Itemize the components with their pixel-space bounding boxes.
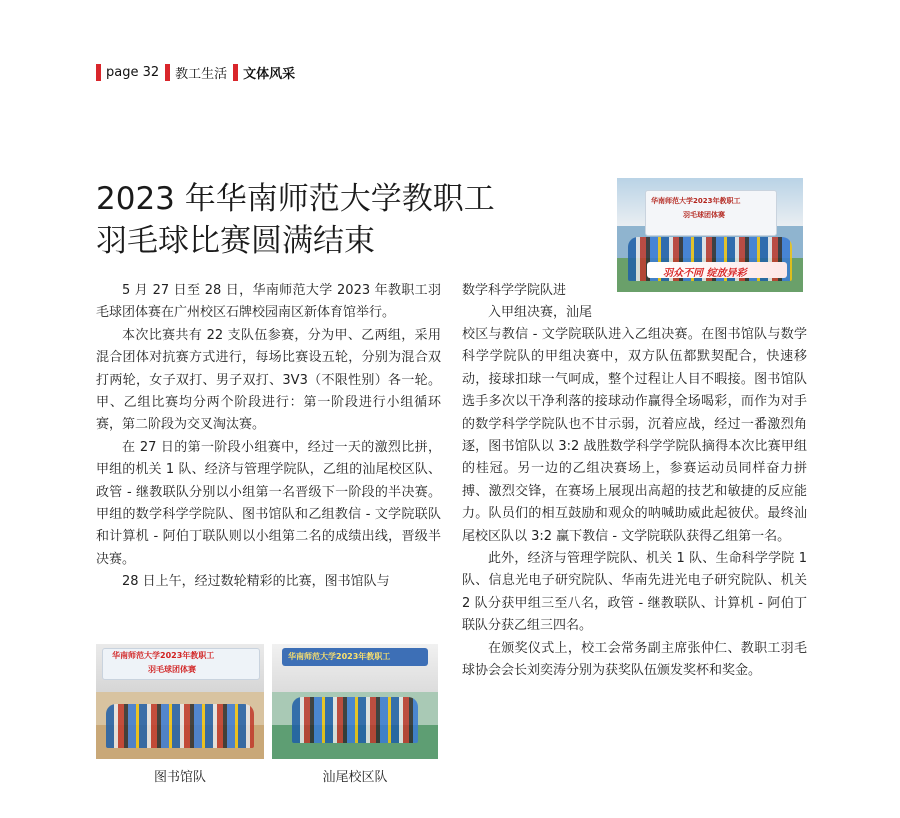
shanwei-team-caption: 汕尾校区队 xyxy=(322,770,388,785)
subsection-label: 文体风采 xyxy=(243,66,296,82)
paragraph-4-cont-line-1: 数学科学学院队进 xyxy=(462,283,567,298)
header-section xyxy=(165,63,227,82)
paragraph-4-cont-line-2: 入甲组决赛，汕尾 xyxy=(488,305,593,320)
paragraph-2: 本次比赛共有 22 支队伍参赛，分为甲、乙两组，采用混合团体对抗赛方式进行，每场比赛设五轮，分别为混合双打两轮，女子双打、男子双打、3V3（不限性别）各一轮。甲、乙组比赛均分两个阶段进行：第一阶段进行小组循环赛，第二阶段为交叉淘汰赛。 xyxy=(96,327,441,433)
paragraph-4: 28 日上午，经过数轮精彩的比赛，图书馆队与 xyxy=(122,574,390,590)
page-number: page 32 xyxy=(106,64,160,80)
article-column-left xyxy=(96,280,441,594)
photo-top-banner-1: 华南师范大学2023年教职工 xyxy=(651,197,741,205)
photo-br-banner-1: 华南师范大学2023年教职工 xyxy=(288,652,391,661)
photo-bl-banner-1: 华南师范大学2023年教职工 xyxy=(112,651,215,660)
team-photo-top xyxy=(617,178,803,292)
paragraph-4-cont: 校区与教信 - 文学院联队进入乙组决赛。在图书馆队与数学科学学院队的甲组决赛中，双方队伍都默契配合，快速移动，接球扣球一气呵成，整个过程让人目不暇接。图书馆队选手多次以干净利落的接球动作赢得全场喝彩，而作为对手的数学科学学院队也不甘示弱，沉着应战，经过一番激烈角逐，图书馆队以 3:2 战胜数学科学学院队摘得本次比赛甲组的桂冠。另一边的乙组决赛场上，参赛运动员同样奋力拼搏、激烈交锋，在赛场上展现出高超的技艺和敏捷的反应能力。队员们的相互鼓励和观众的呐喊助威此起彼伏。最终汕尾校区队以 3:2 赢下教信 - 文学院联队获得乙组第一名。 xyxy=(462,327,807,544)
header-bar-icon xyxy=(165,64,170,81)
photo-top-slogan: 羽众不同 绽放异彩 xyxy=(663,268,747,279)
paragraph-1: 5 月 27 日至 28 日，华南师范大学 2023 年教职工羽毛球团体赛在广州校区石牌校园南区新体育馆举行。 xyxy=(96,283,441,321)
title-line-2: 羽毛球比赛圆满结束 xyxy=(96,223,375,259)
header-bar-icon xyxy=(233,64,238,81)
paragraph-3: 在 27 日的第一阶段小组赛中，经过一天的激烈比拼，甲组的机关 1 队、经济与管理学院队，乙组的汕尾校区队、政管 - 继教联队分别以小组第一名晋级下一阶段的半决赛。甲组的数学科学学院队、图书馆队和乙组教信 - 文学院联队和计算机 - 阿伯丁联队则以小组第二名的成绩出线，晋级半决赛。 xyxy=(96,439,441,567)
photo-bl-banner-2: 羽毛球团体赛 xyxy=(148,665,196,674)
library-team-photo xyxy=(96,644,264,759)
library-team-caption: 图书馆队 xyxy=(153,770,206,785)
photo-top-banner-2: 羽毛球团体赛 xyxy=(683,211,725,219)
section-label: 教工生活 xyxy=(175,66,228,82)
header-page xyxy=(96,64,159,81)
header-subsection xyxy=(233,63,295,82)
paragraph-5: 此外，经济与管理学院队、机关 1 队、生命科学学院 1 队、信息光电子研究院队、华南先进光电子研究院队、机关 2 队分获甲组三至八名，政管 - 继教联队、计算机 - 阿伯丁联队分获乙组三四名。 xyxy=(462,551,807,634)
article-title xyxy=(96,178,596,262)
header-bar-icon xyxy=(96,64,101,81)
title-line-1: 2023 年华南师范大学教职工 xyxy=(96,181,495,217)
article-column-right xyxy=(462,324,807,683)
shanwei-team-photo xyxy=(272,644,438,759)
page-header xyxy=(96,62,301,82)
paragraph-6: 在颁奖仪式上，校工会常务副主席张仲仁、教职工羽毛球协会会长刘奕涛分别为获奖队伍颁发奖杯和奖金。 xyxy=(462,640,807,679)
